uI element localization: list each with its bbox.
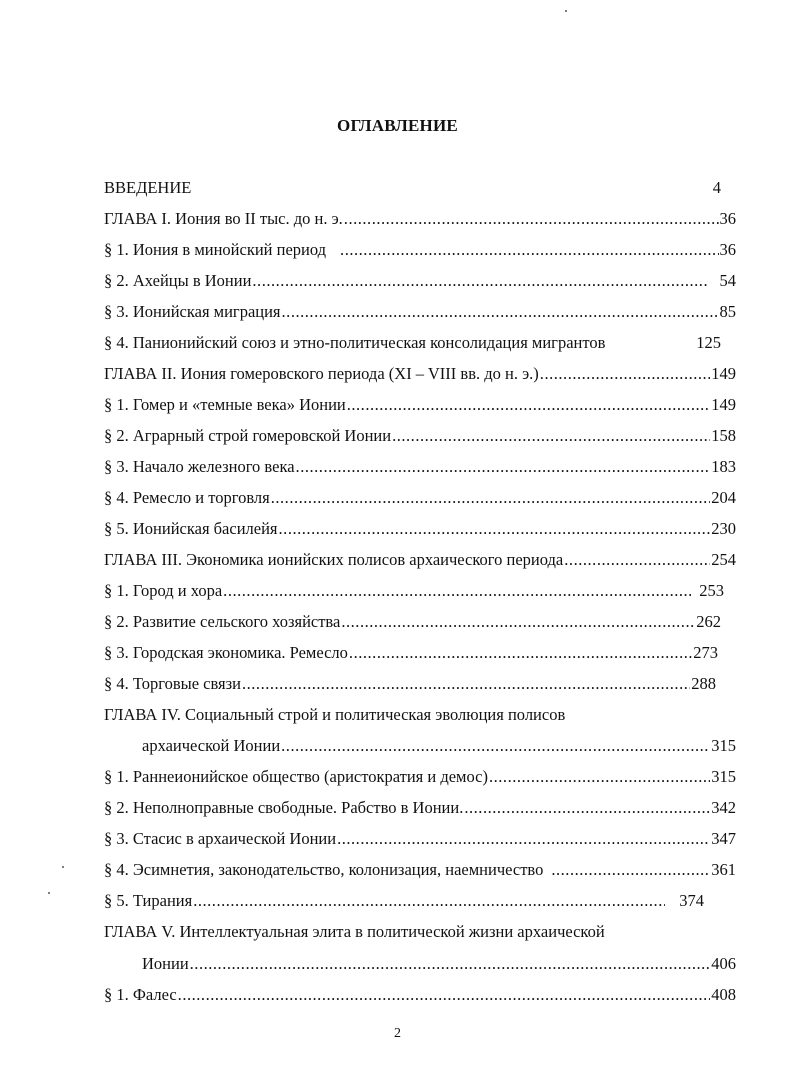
toc-page-number: 342 — [711, 798, 736, 817]
toc-entry-section — [104, 456, 736, 478]
toc-page-number: 253 — [699, 581, 724, 600]
toc-leader — [489, 766, 710, 788]
toc-entry-section — [104, 518, 736, 540]
toc-page-number: 408 — [711, 985, 736, 1004]
toc-label: § 3. Стасис в архаической Ионии — [104, 829, 337, 848]
scan-speck — [62, 866, 64, 868]
toc-label: ГЛАВА III. Экономика ионийских полисов архаического периода — [104, 550, 564, 569]
toc-page-number: 149 — [711, 395, 736, 414]
toc-entry-section — [104, 797, 736, 819]
toc-label: § 1. Город и хора — [104, 581, 223, 600]
toc-leader — [190, 953, 711, 975]
toc-entry-chapter-2 — [104, 363, 736, 385]
toc-leader — [282, 301, 719, 323]
toc-leader — [193, 890, 665, 912]
toc-leader — [392, 425, 710, 447]
toc-label: архаической Ионии — [142, 736, 281, 755]
toc-entry-section — [104, 301, 736, 323]
toc-leader — [349, 642, 692, 664]
toc-entry-section — [104, 487, 736, 509]
toc-page-number: 254 — [711, 550, 736, 569]
toc-leader — [337, 828, 710, 850]
toc-leader — [223, 580, 691, 602]
toc-label: § 2. Неполноправные свободные. Рабство в Ионии. — [104, 798, 464, 817]
toc-label: § 4. Эсимнетия, законодательство, колонизация, наемничество — [104, 860, 544, 879]
toc-label: § 4. Ремесло и торговля — [104, 488, 270, 507]
toc-leader — [271, 487, 711, 509]
toc-page-number: 204 — [711, 488, 736, 507]
toc-leader — [564, 549, 710, 571]
toc-page-number: 54 — [719, 271, 736, 290]
toc-entry-section — [104, 270, 736, 292]
toc-entry-section — [104, 673, 716, 695]
toc-leader — [344, 208, 719, 230]
toc-label: § 3. Ионийская миграция — [104, 302, 281, 321]
toc-label: ГЛАВА I. Иония во II тыс. до н. э. — [104, 209, 343, 228]
toc-page-number: 36 — [719, 240, 736, 259]
toc-page-number: 315 — [711, 736, 736, 755]
toc-leader — [340, 239, 718, 261]
toc-page-number: 374 — [679, 891, 704, 910]
toc-label: § 5. Ионийская басилейя — [104, 519, 278, 538]
toc-page-number: 4 — [712, 178, 721, 197]
toc-label: § 2. Развитие сельского хозяйства — [104, 612, 341, 631]
toc-label: ВВЕДЕНИЕ — [104, 178, 192, 197]
toc-leader — [540, 363, 710, 385]
page-number: 2 — [394, 1026, 401, 1041]
toc-page-number: 36 — [719, 209, 736, 228]
toc-leader — [242, 673, 690, 695]
toc-leader — [347, 394, 711, 416]
toc-page-number: 315 — [711, 767, 736, 786]
toc-entry-introduction — [104, 177, 721, 199]
toc-entry-section — [104, 580, 724, 602]
toc-page-number: 149 — [711, 364, 736, 383]
scan-speck — [48, 892, 50, 894]
toc-leader — [551, 859, 710, 881]
toc-label: § 5. Тирания — [104, 891, 193, 910]
toc-page-number: 85 — [719, 302, 736, 321]
toc-page-number: 406 — [711, 954, 736, 973]
toc-label: § 1. Иония в минойский период — [104, 240, 327, 259]
toc-page-number: 125 — [696, 333, 721, 352]
toc-entry-chapter-5-continuation — [142, 953, 736, 975]
toc-entry-chapter-1 — [104, 208, 736, 230]
toc-leader — [296, 456, 711, 478]
toc-label: § 2. Аграрный строй гомеровской Ионии — [104, 426, 392, 445]
toc-entry-section — [104, 984, 736, 1006]
toc-entry-chapter-5: ГЛАВА V. Интеллектуальная элита в политической жизни архаической — [104, 922, 605, 941]
toc-entry-section — [104, 394, 736, 416]
toc-entry-section — [104, 642, 718, 664]
toc-entry-chapter-4: ГЛАВА IV. Социальный строй и политическая эволюция полисов — [104, 705, 566, 724]
toc-page-number: 230 — [711, 519, 736, 538]
toc-page-number: 288 — [691, 674, 716, 693]
toc-label: § 1. Гомер и «темные века» Ионии — [104, 395, 346, 414]
toc-page-number: 158 — [711, 426, 736, 445]
toc-leader — [464, 797, 710, 819]
toc-entry-section — [104, 828, 736, 850]
toc-entry-section — [104, 859, 736, 881]
toc-page-number: 361 — [711, 860, 736, 879]
scan-speck — [565, 10, 567, 12]
toc-entry-section — [104, 611, 721, 633]
toc-entry-section — [104, 425, 736, 447]
toc-page-number: 183 — [711, 457, 736, 476]
toc-entry-section — [104, 332, 721, 354]
toc-label: § 3. Городская экономика. Ремесло — [104, 643, 348, 662]
toc-label: § 2. Ахейцы в Ионии — [104, 271, 252, 290]
page-title: ОГЛАВЛЕНИЕ — [337, 116, 458, 135]
toc-label: § 4. Панионийский союз и этно-политическая консолидация мигрантов — [104, 333, 606, 352]
toc-label: § 1. Фалес — [104, 985, 177, 1004]
toc-label: § 1. Раннеионийское общество (аристократия и демос) — [104, 767, 488, 786]
toc-leader — [281, 735, 710, 757]
toc-entry-chapter-4-continuation — [142, 735, 736, 757]
toc-page-number: 347 — [711, 829, 736, 848]
toc-page-number: 262 — [696, 612, 721, 631]
toc-entry-section — [104, 890, 704, 912]
toc-label: Ионии — [142, 954, 189, 973]
toc-page-number: 273 — [693, 643, 718, 662]
toc-entry-chapter-3 — [104, 549, 736, 571]
toc-leader — [178, 984, 711, 1006]
toc-leader — [279, 518, 711, 540]
toc-entry-section — [104, 766, 736, 788]
toc-leader — [341, 611, 695, 633]
toc-entry-section — [104, 239, 736, 261]
toc-label: § 3. Начало железного века — [104, 457, 295, 476]
toc-label: § 4. Торговые связи — [104, 674, 241, 693]
toc-leader — [252, 270, 707, 292]
toc-label: ГЛАВА II. Иония гомеровского периода (XI – VIII вв. до н. э.) — [104, 364, 539, 383]
